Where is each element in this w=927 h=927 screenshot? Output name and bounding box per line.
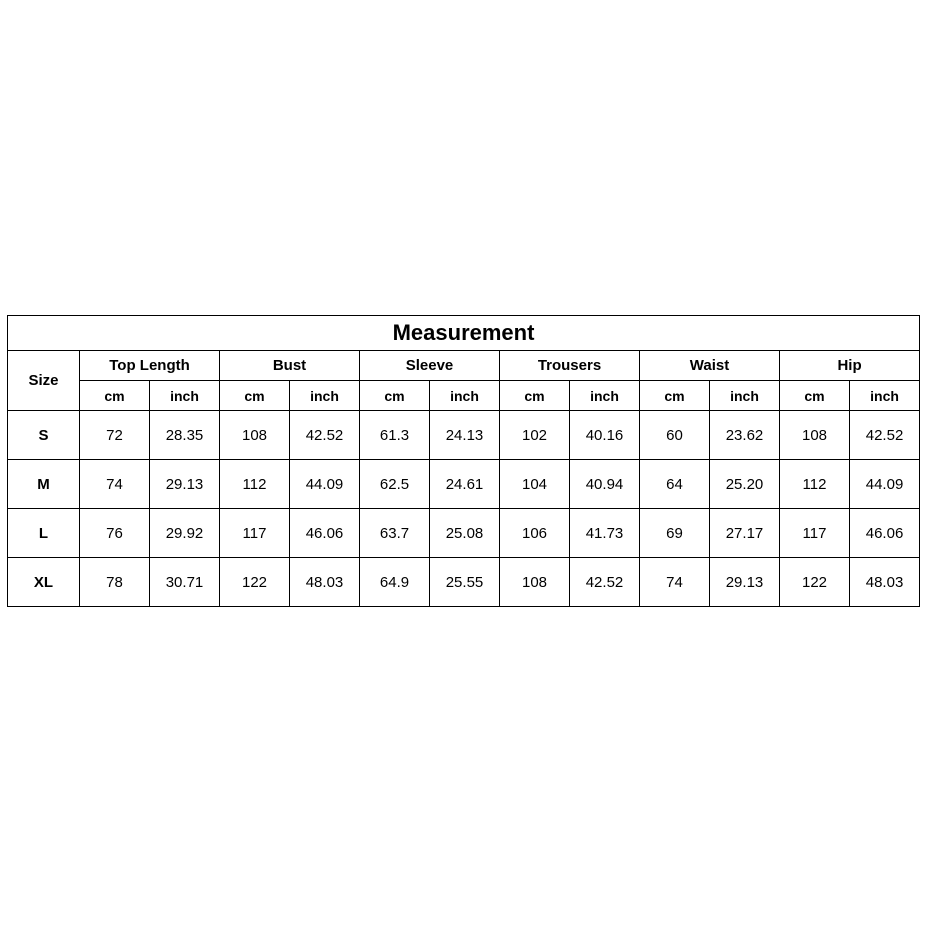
- size-label: M: [8, 460, 80, 509]
- measurement-cell: 61.3: [360, 411, 430, 460]
- unit-header: cm: [500, 381, 570, 411]
- measure-group-header: Waist: [640, 351, 780, 381]
- measure-group-header: Sleeve: [360, 351, 500, 381]
- measurement-cell: 25.08: [430, 509, 500, 558]
- table-body: [8, 411, 920, 607]
- measurement-cell: 40.94: [570, 460, 640, 509]
- measurement-cell: 117: [780, 509, 850, 558]
- unit-header: cm: [80, 381, 150, 411]
- measurement-cell: 42.52: [850, 411, 920, 460]
- size-label: S: [8, 411, 80, 460]
- measurement-table: [7, 315, 920, 607]
- measurement-cell: 44.09: [850, 460, 920, 509]
- measurement-cell: 108: [500, 558, 570, 607]
- unit-header: inch: [710, 381, 780, 411]
- measurement-cell: 30.71: [150, 558, 220, 607]
- measurement-cell: 41.73: [570, 509, 640, 558]
- unit-header: cm: [360, 381, 430, 411]
- unit-header: inch: [570, 381, 640, 411]
- measurement-cell: 108: [780, 411, 850, 460]
- table-row: [8, 558, 920, 607]
- measurement-cell: 78: [80, 558, 150, 607]
- measurement-cell: 24.61: [430, 460, 500, 509]
- measurement-cell: 64.9: [360, 558, 430, 607]
- group-header-row: [8, 351, 920, 381]
- measurement-cell: 112: [220, 460, 290, 509]
- measurement-cell: 108: [220, 411, 290, 460]
- measurement-cell: 60: [640, 411, 710, 460]
- table-title: Measurement: [8, 316, 920, 351]
- size-label: L: [8, 509, 80, 558]
- unit-header: cm: [780, 381, 850, 411]
- measurement-cell: 64: [640, 460, 710, 509]
- unit-header-row: [8, 381, 920, 411]
- measurement-cell: 104: [500, 460, 570, 509]
- measurement-cell: 42.52: [290, 411, 360, 460]
- size-label: XL: [8, 558, 80, 607]
- measurement-cell: 106: [500, 509, 570, 558]
- unit-header: inch: [430, 381, 500, 411]
- table-row: [8, 509, 920, 558]
- measurement-cell: 46.06: [850, 509, 920, 558]
- measurement-cell: 122: [220, 558, 290, 607]
- measurement-cell: 27.17: [710, 509, 780, 558]
- measurement-cell: 48.03: [850, 558, 920, 607]
- measurement-cell: 23.62: [710, 411, 780, 460]
- unit-header: inch: [290, 381, 360, 411]
- unit-header: inch: [150, 381, 220, 411]
- measurement-cell: 29.92: [150, 509, 220, 558]
- measurement-cell: 112: [780, 460, 850, 509]
- table-row: [8, 411, 920, 460]
- measure-group-header: Bust: [220, 351, 360, 381]
- measurement-cell: 74: [80, 460, 150, 509]
- measure-group-header: Trousers: [500, 351, 640, 381]
- measurement-cell: 76: [80, 509, 150, 558]
- measurement-cell: 69: [640, 509, 710, 558]
- measure-group-header: Hip: [780, 351, 920, 381]
- measurement-cell: 44.09: [290, 460, 360, 509]
- measurement-cell: 24.13: [430, 411, 500, 460]
- measurement-cell: 40.16: [570, 411, 640, 460]
- measure-group-header: Top Length: [80, 351, 220, 381]
- measurement-cell: 29.13: [710, 558, 780, 607]
- measurement-cell: 74: [640, 558, 710, 607]
- measurement-cell: 25.55: [430, 558, 500, 607]
- measurement-cell: 117: [220, 509, 290, 558]
- measurement-cell: 46.06: [290, 509, 360, 558]
- measurement-cell: 25.20: [710, 460, 780, 509]
- measurement-cell: 63.7: [360, 509, 430, 558]
- unit-header: cm: [640, 381, 710, 411]
- measurement-cell: 102: [500, 411, 570, 460]
- unit-header: inch: [850, 381, 920, 411]
- measurement-cell: 62.5: [360, 460, 430, 509]
- measurement-cell: 29.13: [150, 460, 220, 509]
- unit-header: cm: [220, 381, 290, 411]
- measurement-cell: 48.03: [290, 558, 360, 607]
- table-row: [8, 460, 920, 509]
- measurement-cell: 28.35: [150, 411, 220, 460]
- size-column-header: Size: [8, 351, 80, 411]
- measurement-cell: 122: [780, 558, 850, 607]
- measurement-cell: 42.52: [570, 558, 640, 607]
- measurement-cell: 72: [80, 411, 150, 460]
